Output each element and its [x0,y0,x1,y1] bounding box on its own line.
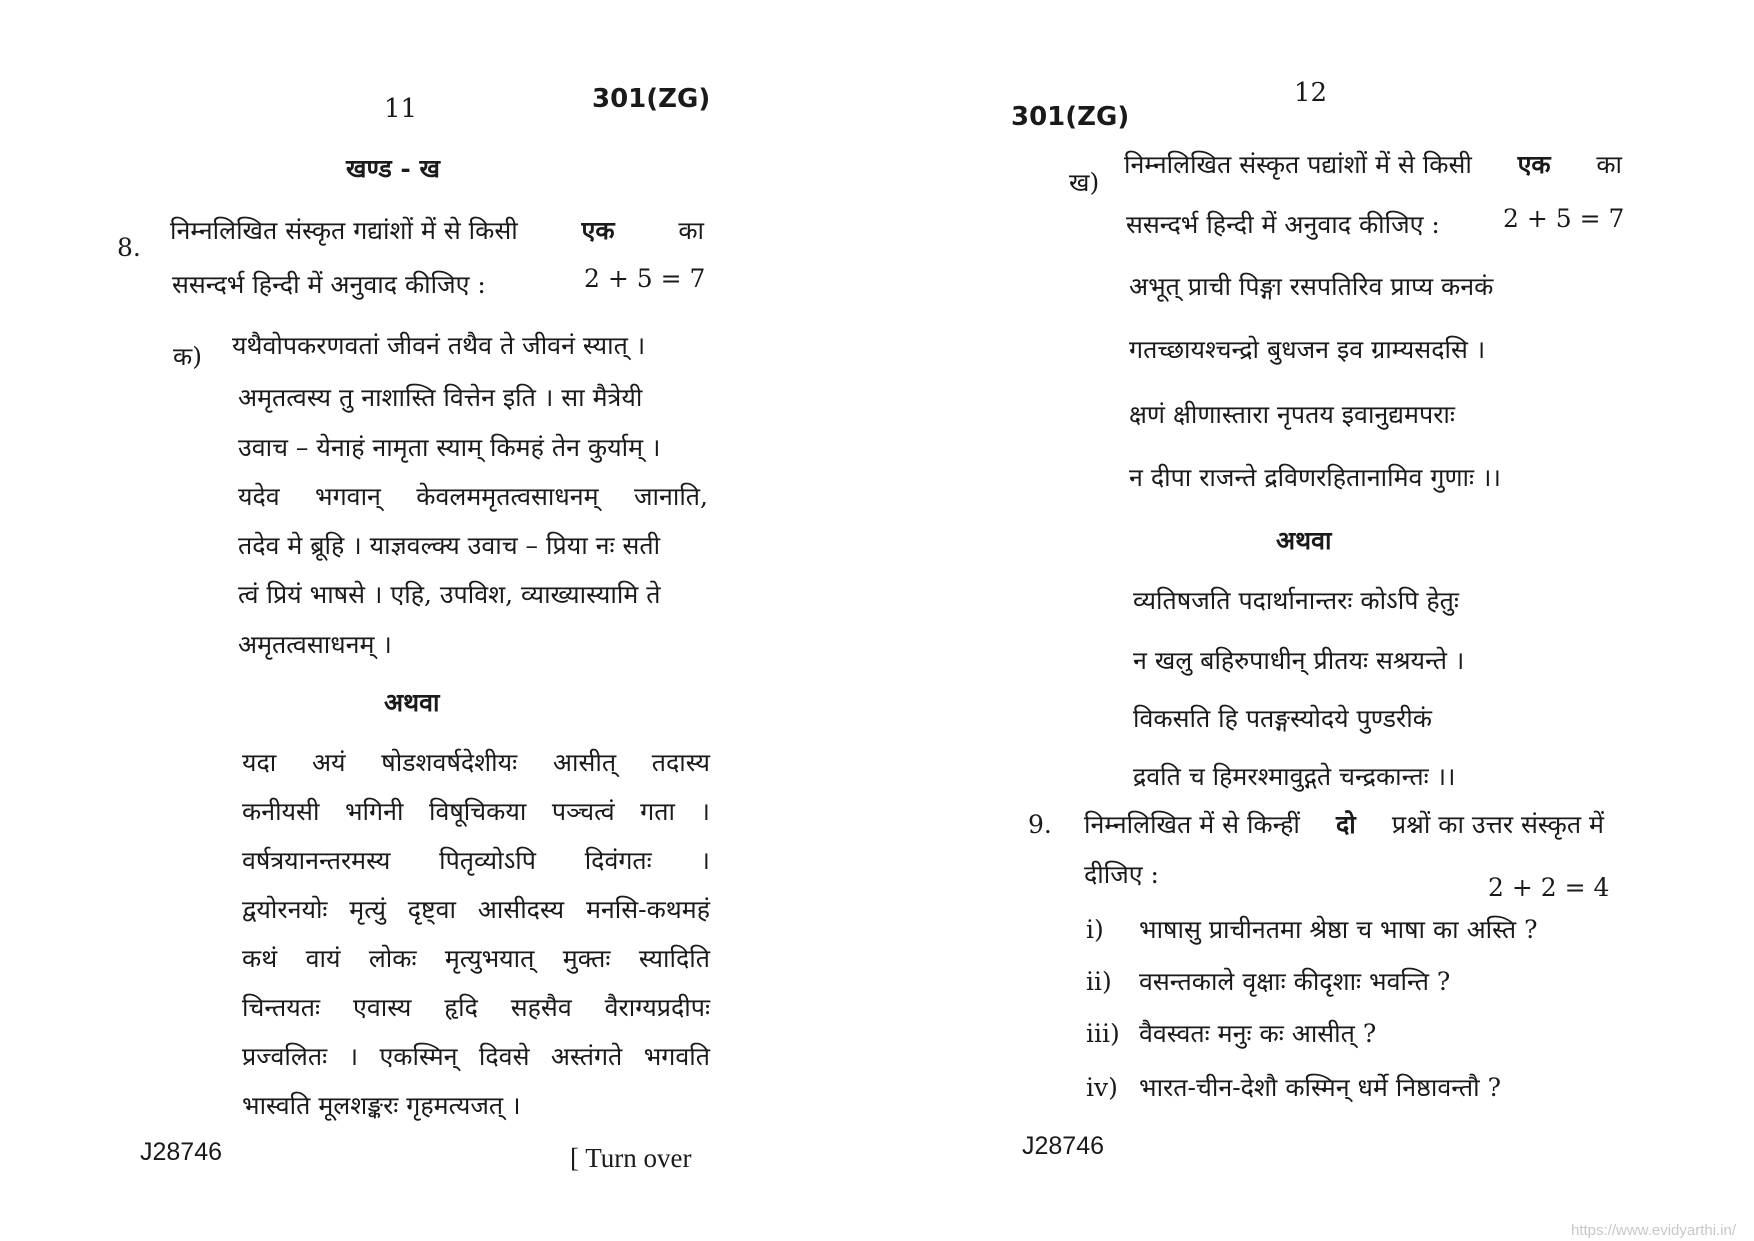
q9-number: 9. [1028,810,1052,839]
part-ka-line: त्वं प्रियं भाषसे । एहि, उपविश, व्याख्यास्यामि ते [238,580,661,609]
alt-passage-line: वर्षत्रयानन्तरमस्य पितृव्योऽपि दिवंगतः । [242,846,710,875]
q9-line-1-bold: दो [1336,810,1356,839]
q9-item-text: वैवस्वतः मनुः कः आसीत् ? [1139,1019,1377,1048]
q9-line-1-pre: निम्नलिखित में से किन्हीं [1084,810,1300,839]
alt-passage-line: कथं वायं लोकः मृत्युभयात् मुक्तः स्यादिति [242,944,710,973]
q8-line-1-post: का [678,216,704,245]
part-kha-line-1 [1124,152,1622,177]
q9-item-text: भारत-चीन-देशौ कस्मिन् धर्मे निष्ठावन्तौ ? [1139,1073,1502,1102]
q8-number: 8. [117,233,141,262]
alt-passage-line: भास्वति मूलशङ्करः गृहमत्यजत् । [242,1091,521,1120]
q9-item-text: भाषासु प्राचीनतमा श्रेष्ठा च भाषा का अस्ति ? [1139,915,1538,944]
alt-passage-line: यदा अयं षोडशवर्षदेशीयः आसीत् तदास्य [242,748,710,777]
q8-line-1 [170,218,704,243]
right-page-number: 12 [1294,78,1328,108]
part-ka-line: अमृतत्वस्य तु नाशास्ति वित्तेन इति । सा मैत्रेयी [238,383,643,412]
q9-line-1-post: प्रश्नों का उत्तर संस्कृत में [1391,810,1604,839]
part-kha-line-1-bold: एक [1517,150,1551,179]
right-page [877,0,1754,1241]
left-footer-code: J28746 [140,1138,223,1166]
part-ka-line: तदेव मे ब्रूहि । याज्ञवल्क्य उवाच – प्रिया नः सती [238,531,661,560]
q9-item-label: iii) [1086,1019,1120,1048]
q9-line-1 [1084,812,1604,837]
part-kha-line-2: ससन्दर्भ हिन्दी में अनुवाद कीजिए : [1126,210,1440,239]
q9-marks: 2 + 2 = 4 [1488,873,1610,902]
athva-heading: अथवा [1276,526,1332,555]
alt-passage-line: कनीयसी भगिनी विषूचिकया पञ्चत्वं गता । [242,797,710,826]
athva-heading: अथवा [384,688,440,717]
verse-line: अभूत् प्राची पिङ्गा रसपतिरिव प्राप्य कनकं [1129,272,1494,301]
verse-line: व्यतिषजति पदार्थानान्तरः कोऽपि हेतुः [1133,586,1459,615]
verse-line: द्रवति च हिमरश्मावुद्गते चन्द्रकान्तः ।। [1133,762,1456,791]
part-ka-label: क) [173,342,202,371]
part-ka-line: अमृतत्वसाधनम् । [238,630,392,659]
watermark-url: https://www.evidyarthi.in/ [1571,1222,1737,1239]
q9-item-label: iv) [1086,1073,1118,1102]
alt-passage-line: द्वयोरनयोः मृत्युं दृष्ट्वा आसीदस्य मनसि-कथमहं [242,895,710,924]
part-ka-line: यदेव भगवान् केवलममृतत्वसाधनम् जानाति, [238,482,708,511]
part-ka-line: उवाच – येनाहं नामृता स्याम् किमहं तेन कुर्याम् । [238,433,661,462]
part-kha-line-1-pre: निम्नलिखित संस्कृत पद्यांशों में से किसी [1124,150,1472,179]
q9-item-label: i) [1086,915,1104,944]
part-kha-marks: 2 + 5 = 7 [1503,204,1625,233]
alt-passage-line: प्रज्वलितः । एकस्मिन् दिवसे अस्तंगते भगवति [242,1042,710,1071]
q9-item-label: ii) [1086,967,1112,996]
verse-line: क्षणं क्षीणास्तारा नृपतय इवानुद्यमपराः [1129,400,1455,429]
verse-line: गतच्छायश्चन्द्रो बुधजन इव ग्राम्यसदसि । [1129,335,1486,364]
turn-over: [ Turn over [570,1143,692,1173]
verse-line: न खलु बहिरुपाधीन् प्रीतयः सश्रयन्ते । [1133,646,1465,675]
verse-line: विकसति हि पतङ्गस्योदये पुण्डरीकं [1133,704,1432,733]
alt-passage-line: चिन्तयतः एवास्य हृदि सहसैव वैराग्यप्रदीपः [242,993,710,1022]
section-heading: खण्ड - ख [346,154,440,183]
part-ka-line: यथैवोपकरणवतां जीवनं तथैव ते जीवनं स्यात् । [232,331,646,360]
q8-line-2: ससन्दर्भ हिन्दी में अनुवाद कीजिए : [172,270,486,299]
q9-line-2: दीजिए : [1084,860,1159,889]
verse-line: न दीपा राजन्ते द्रविणरहितानामिव गुणाः ।। [1129,463,1501,492]
q8-line-1-bold: एक [581,216,615,245]
q8-line-1-pre: निम्नलिखित संस्कृत गद्यांशों में से किसी [170,216,518,245]
right-paper-code: 301(ZG) [1011,102,1130,132]
left-paper-code: 301(ZG) [592,84,711,114]
part-kha-label: ख) [1069,168,1100,197]
q8-marks: 2 + 5 = 7 [584,264,706,293]
part-kha-line-1-post: का [1596,150,1622,179]
left-page-number: 11 [384,94,418,124]
q9-item-text: वसन्तकाले वृक्षाः कीदृशाः भवन्ति ? [1139,967,1451,996]
right-footer-code: J28746 [1022,1132,1105,1160]
